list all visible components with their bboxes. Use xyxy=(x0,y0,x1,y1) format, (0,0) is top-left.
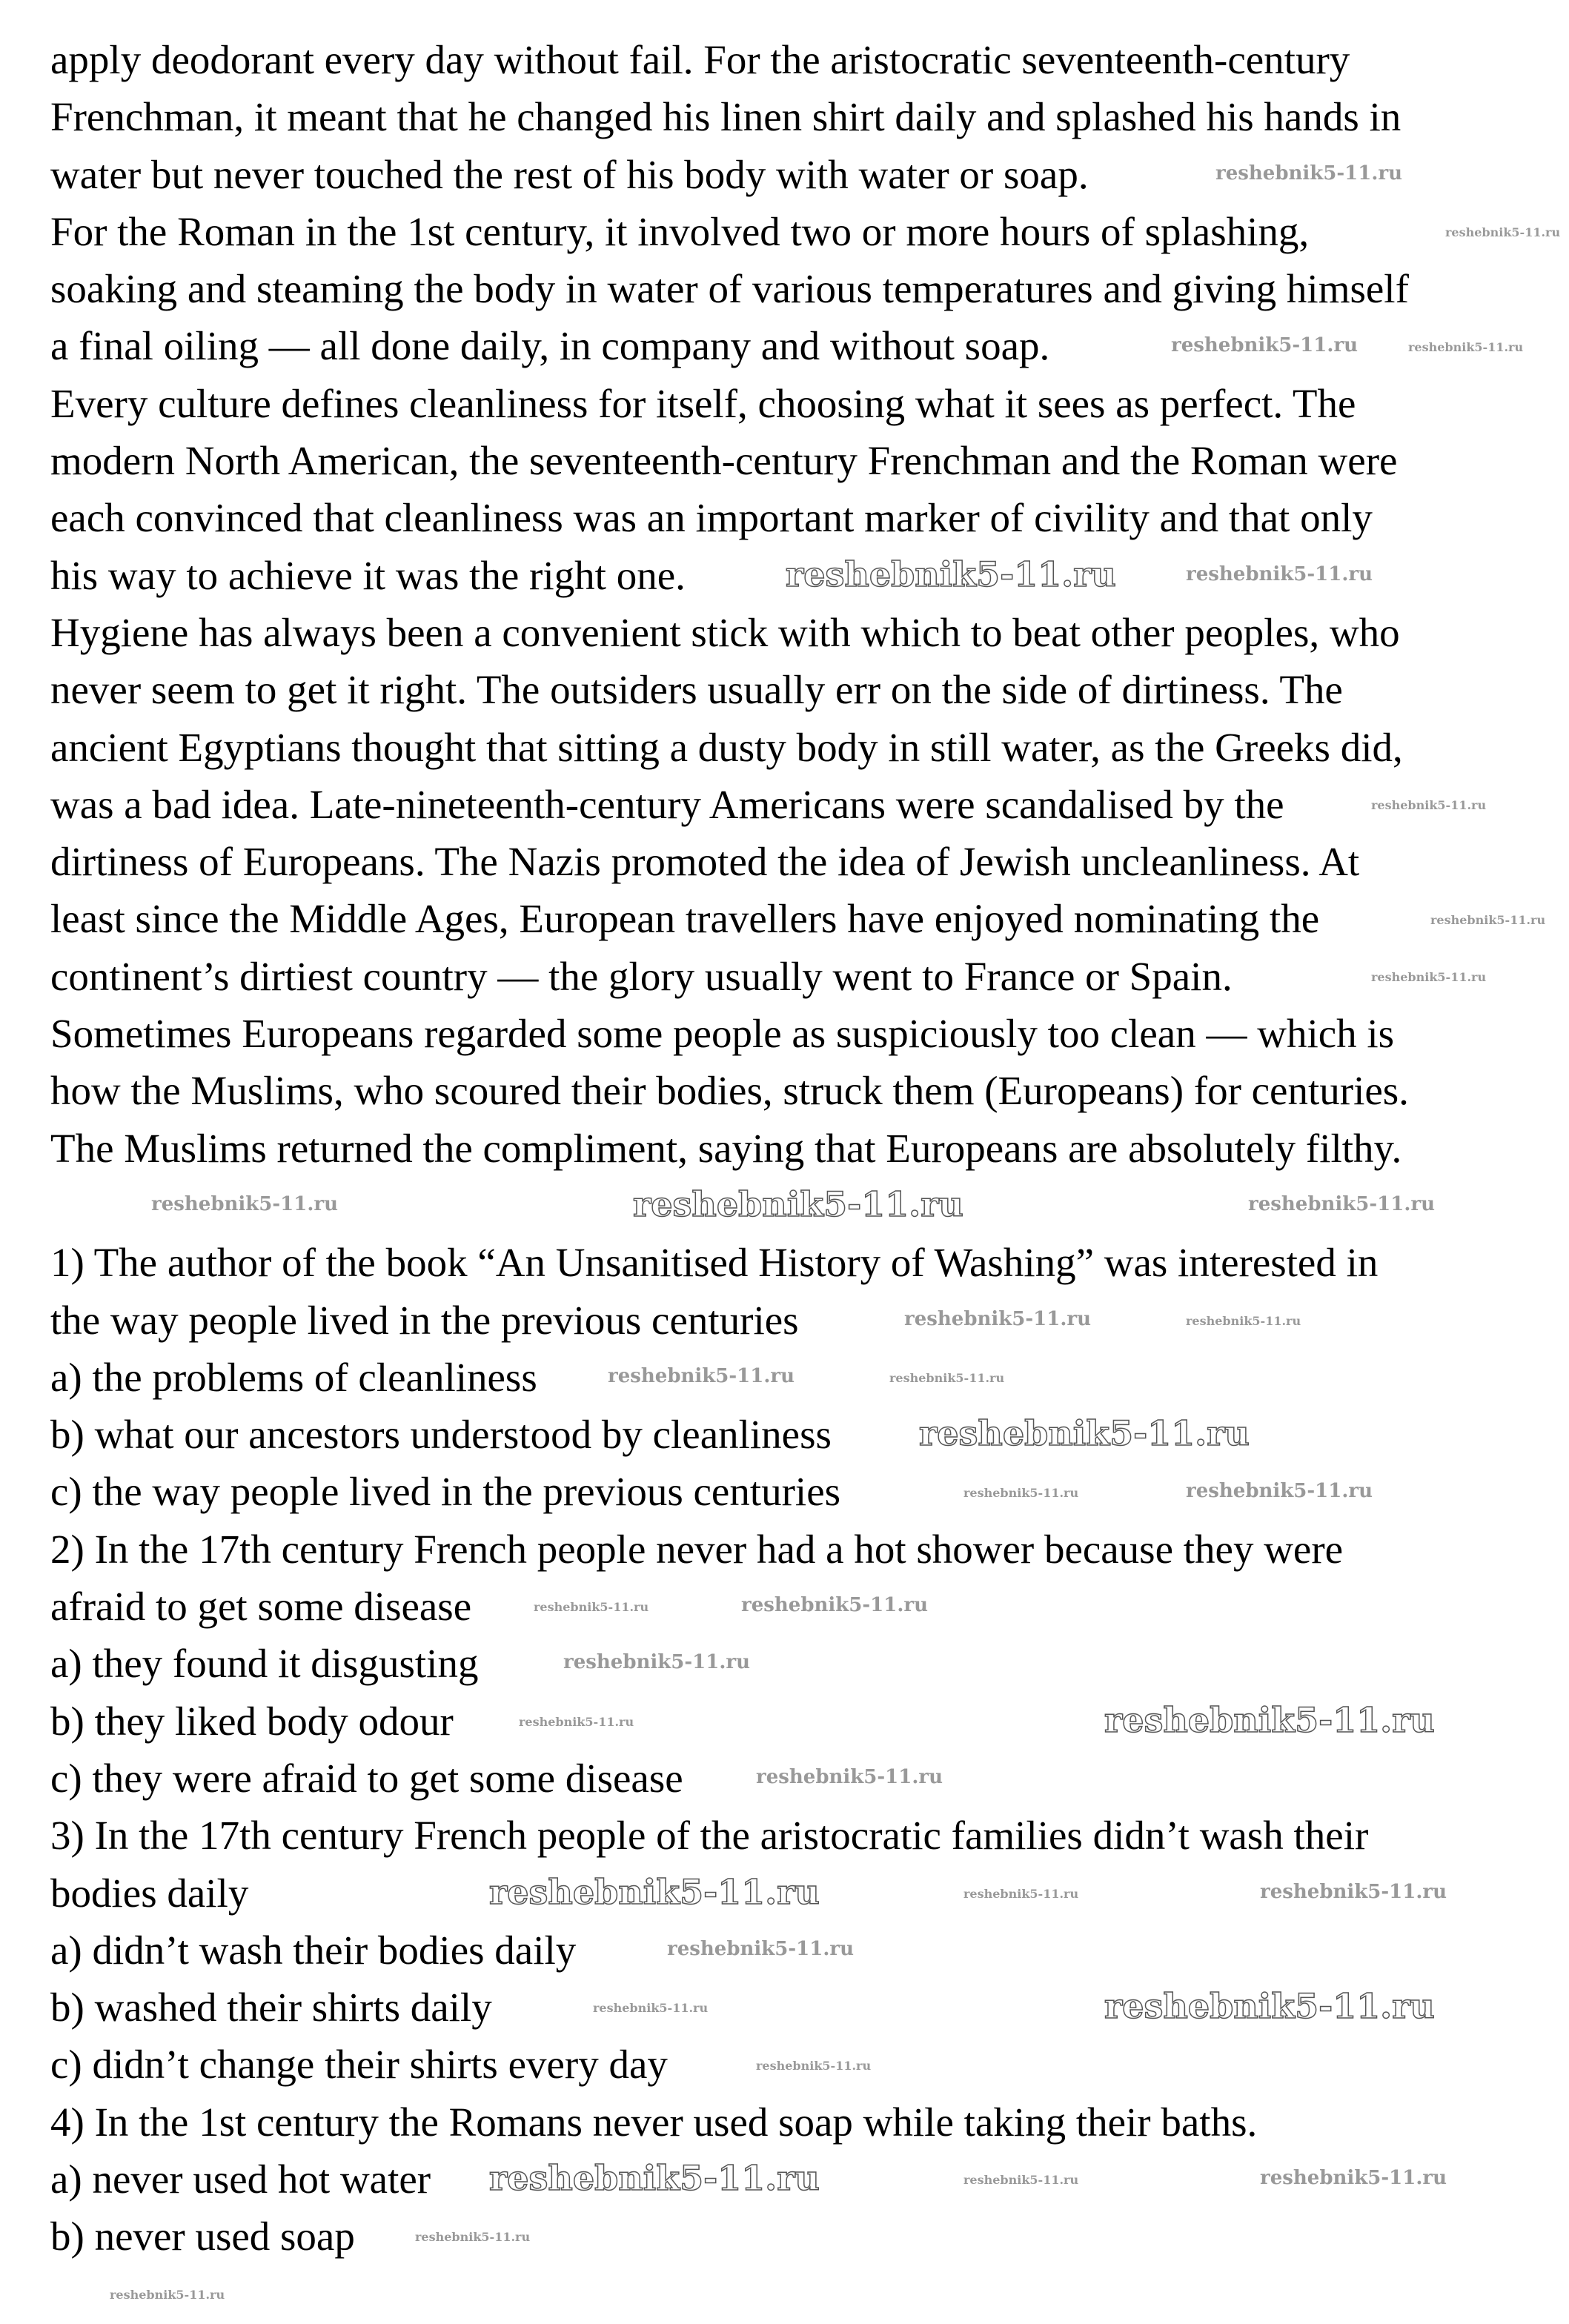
text-line: c) they were afraid to get some disease xyxy=(50,1755,683,1801)
text-line: b) they liked body odour xyxy=(50,1698,454,1744)
text-line: c) didn’t change their shirts every day xyxy=(50,2042,668,2088)
watermark: reshebnik5-11.ru xyxy=(756,2059,872,2073)
text-line: a) the problems of cleanliness xyxy=(50,1354,537,1400)
text-line: a) never used hot water xyxy=(50,2156,431,2202)
text-line: soaking and steaming the body in water of various temperatures and giving himself xyxy=(50,266,1409,312)
text-line: c) the way people lived in the previous centuries xyxy=(50,1469,841,1515)
watermark: reshebnik5-11.ru xyxy=(919,1413,1250,1453)
text-line: was a bad idea. Late-nineteenth-century Americans were scandalised by the xyxy=(50,781,1284,827)
watermark: reshebnik5-11.ru xyxy=(633,1184,963,1224)
text-line: Frenchman, it meant that he changed his linen shirt daily and splashed his hands in xyxy=(50,94,1402,140)
watermark: reshebnik5-11.ru xyxy=(415,2230,531,2244)
text-line: modern North American, the seventeenth-century Frenchman and the Roman were xyxy=(50,438,1398,484)
watermark: reshebnik5-11.ru xyxy=(1260,2167,1447,2189)
watermark: reshebnik5-11.ru xyxy=(963,2173,1079,2187)
text-line: Every culture defines cleanliness for itself, choosing what it sees as perfect. The xyxy=(50,380,1356,426)
text-line: 2) In the 17th century French people never had a hot shower because they were xyxy=(50,1526,1344,1572)
text-line: a) they found it disgusting xyxy=(50,1641,479,1687)
text-line: bodies daily xyxy=(50,1870,249,1916)
watermark: reshebnik5-11.ru xyxy=(1104,1986,1435,2026)
text-line: a final oiling — all done daily, in company and without soap. xyxy=(50,323,1050,369)
text-line: continent’s dirtiest country — the glory usually went to France or Spain. xyxy=(50,953,1233,999)
text-line: 3) In the 17th century French people of the aristocratic families didn’t wash their xyxy=(50,1813,1369,1859)
document-body xyxy=(50,31,1409,2265)
watermark: reshebnik5-11.ru xyxy=(1186,1314,1301,1328)
text-line: Hygiene has always been a convenient stick with which to beat other peoples, who xyxy=(50,609,1400,655)
watermark: reshebnik5-11.ru xyxy=(786,554,1116,594)
text-line: water but never touched the rest of his body with water or soap. xyxy=(50,151,1089,197)
text-line: his way to achieve it was the right one. xyxy=(50,552,686,598)
text-line: never seem to get it right. The outsiders usually err on the side of dirtiness. The xyxy=(50,667,1343,713)
watermark: reshebnik5-11.ru xyxy=(1248,1193,1436,1215)
watermark: reshebnik5-11.ru xyxy=(889,1371,1005,1385)
watermark: reshebnik5-11.ru xyxy=(1171,334,1359,356)
text-line: apply deodorant every day without fail. For the aristocratic seventeenth-century xyxy=(50,37,1350,82)
watermark: reshebnik5-11.ru xyxy=(741,1594,929,1616)
watermark: reshebnik5-11.ru xyxy=(489,1872,820,1912)
text-line: Sometimes Europeans regarded some people as suspiciously too clean — which is xyxy=(50,1011,1395,1057)
watermark: reshebnik5-11.ru xyxy=(1371,970,1487,984)
text-line: least since the Middle Ages, European travellers have enjoyed nominating the xyxy=(50,896,1320,942)
watermark: reshebnik5-11.ru xyxy=(1371,798,1487,812)
watermark: reshebnik5-11.ru xyxy=(1430,913,1546,927)
text-line: For the Roman in the 1st century, it involved two or more hours of splashing, xyxy=(50,208,1310,254)
watermark: reshebnik5-11.ru xyxy=(110,2288,225,2302)
watermark: reshebnik5-11.ru xyxy=(756,1766,943,1788)
text-line: dirtiness of Europeans. The Nazis promoted the idea of Jewish uncleanliness. At xyxy=(50,839,1360,885)
watermark: reshebnik5-11.ru xyxy=(563,1651,751,1673)
watermark: reshebnik5-11.ru xyxy=(667,1938,855,1960)
watermark: reshebnik5-11.ru xyxy=(1215,162,1403,185)
text-line: 4) In the 1st century the Romans never used soap while taking their baths. xyxy=(50,2099,1258,2145)
text-line: 1) The author of the book “An Unsanitised History of Washing” was interested in xyxy=(50,1240,1379,1286)
text-line: afraid to get some disease xyxy=(50,1584,472,1630)
watermark: reshebnik5-11.ru xyxy=(1186,1480,1373,1502)
watermark: reshebnik5-11.ru xyxy=(904,1308,1092,1330)
watermark: reshebnik5-11.ru xyxy=(534,1600,649,1614)
watermark: reshebnik5-11.ru xyxy=(489,2158,820,2198)
text-line: The Muslims returned the compliment, saying that Europeans are absolutely filthy. xyxy=(50,1125,1402,1171)
watermark: reshebnik5-11.ru xyxy=(593,2001,709,2015)
text-line: b) washed their shirts daily xyxy=(50,1985,492,2031)
watermark: reshebnik5-11.ru xyxy=(1104,1700,1435,1740)
text-line: a) didn’t wash their bodies daily xyxy=(50,1927,577,1973)
text-line: each convinced that cleanliness was an important marker of civility and that only xyxy=(50,495,1373,541)
text-line: ancient Egyptians thought that sitting a dusty body in still water, as the Greeks did, xyxy=(50,724,1403,770)
text-line: how the Muslims, who scoured their bodies, struck them (Europeans) for centuries. xyxy=(50,1068,1409,1114)
watermark: reshebnik5-11.ru xyxy=(1445,225,1561,239)
watermark: reshebnik5-11.ru xyxy=(519,1715,634,1729)
watermark: reshebnik5-11.ru xyxy=(1408,340,1524,354)
watermark: reshebnik5-11.ru xyxy=(1186,563,1373,585)
text-line: b) never used soap xyxy=(50,2214,355,2260)
watermark: reshebnik5-11.ru xyxy=(1260,1881,1447,1903)
watermark: reshebnik5-11.ru xyxy=(963,1486,1079,1500)
watermark: reshebnik5-11.ru xyxy=(151,1193,339,1215)
text-line: b) what our ancestors understood by cleanliness xyxy=(50,1412,832,1458)
watermark: reshebnik5-11.ru xyxy=(608,1365,795,1387)
watermark: reshebnik5-11.ru xyxy=(963,1887,1079,1901)
text-line: the way people lived in the previous centuries xyxy=(50,1297,799,1343)
